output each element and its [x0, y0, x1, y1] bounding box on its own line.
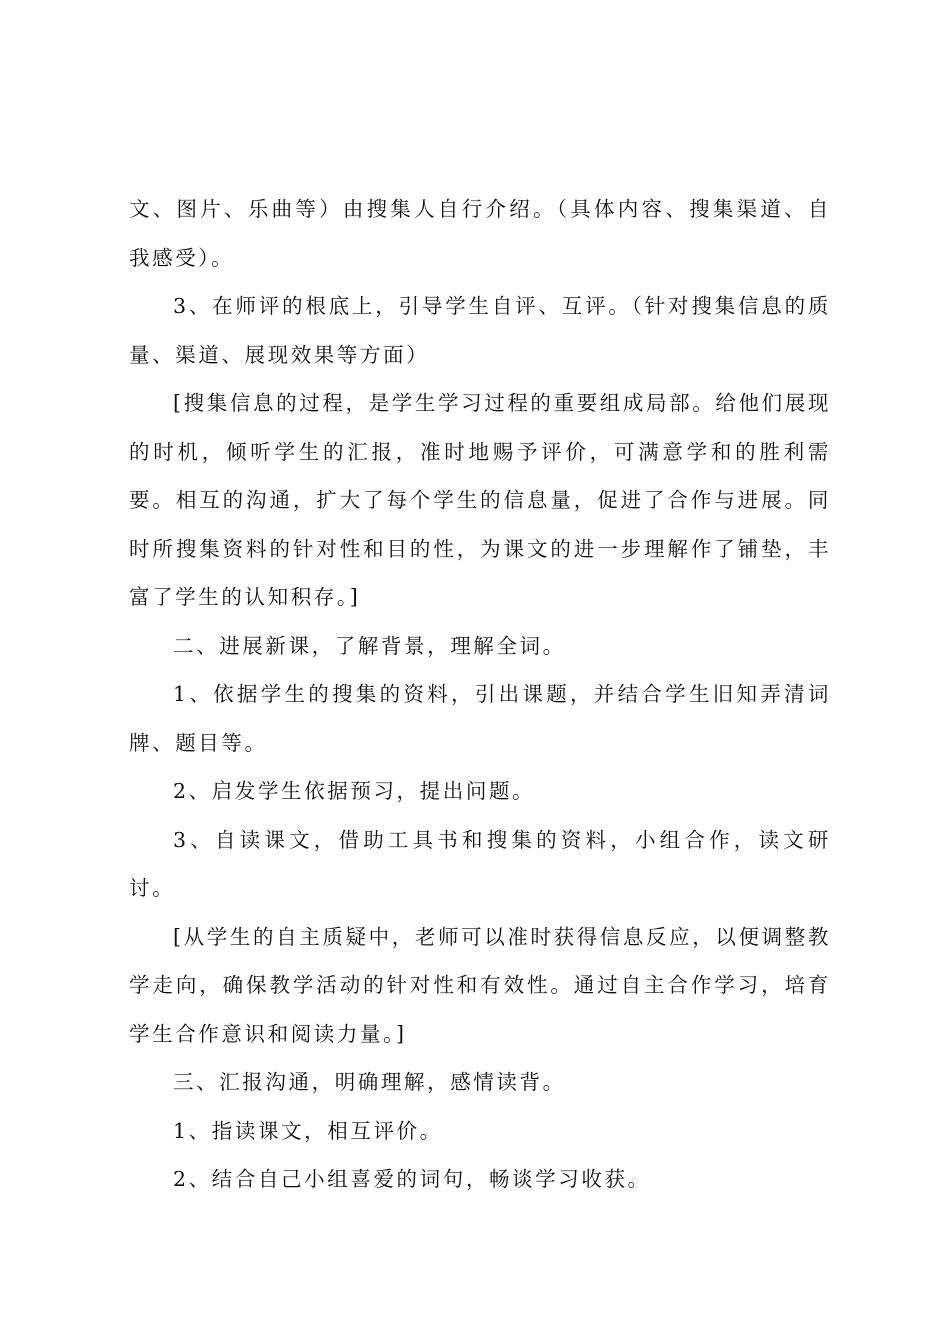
paragraph: 1、指读课文，相互评价。 — [173, 1118, 443, 1143]
document-body — [129, 185, 831, 1204]
paragraph: 1、依据学生的搜集的资料，引出课题，并结合学生旧知弄清词牌、题目等。 — [129, 682, 831, 755]
section-heading: 三、汇报沟通，明确理解，感情读背。 — [173, 1070, 566, 1094]
section-heading: 二、进展新课，了解背景，理解全词。 — [173, 633, 566, 658]
paragraph: [搜集信息的过程，是学生学习过程的重要组成局部。给他们展现的时机，倾听学生的汇报，准时地赐予评价，可满意学和的胜利需要。相互的沟通，扩大了每个学生的信息量，促进了合作与进展。同时所搜集资料的针对性和目的性，为课文的进一步理解作了铺垫，丰富了学生的认知积存。] — [129, 391, 831, 609]
paragraph: 2、结合自己小组喜爱的词句，畅谈学习收获。 — [173, 1167, 651, 1191]
paragraph: 3、在师评的根底上，引导学生自评、互评。（针对搜集信息的质量、渠道、展现效果等方面） — [129, 294, 831, 367]
paragraph: 2、启发学生依据预习，提出问题。 — [173, 779, 536, 803]
paragraph: [从学生的自主质疑中，老师可以准时获得信息反应，以便调整教学走向，确保教学活动的针对性和有效性。通过自主合作学习，培育学生合作意识和阅读力量。] — [129, 924, 831, 1046]
paragraph: 文、图片、乐曲等）由搜集人自行介绍。（具体内容、搜集渠道、自我感受）。 — [129, 197, 831, 270]
paragraph: 3、自读课文，借助工具书和搜集的资料，小组合作，读文研讨。 — [129, 827, 831, 900]
